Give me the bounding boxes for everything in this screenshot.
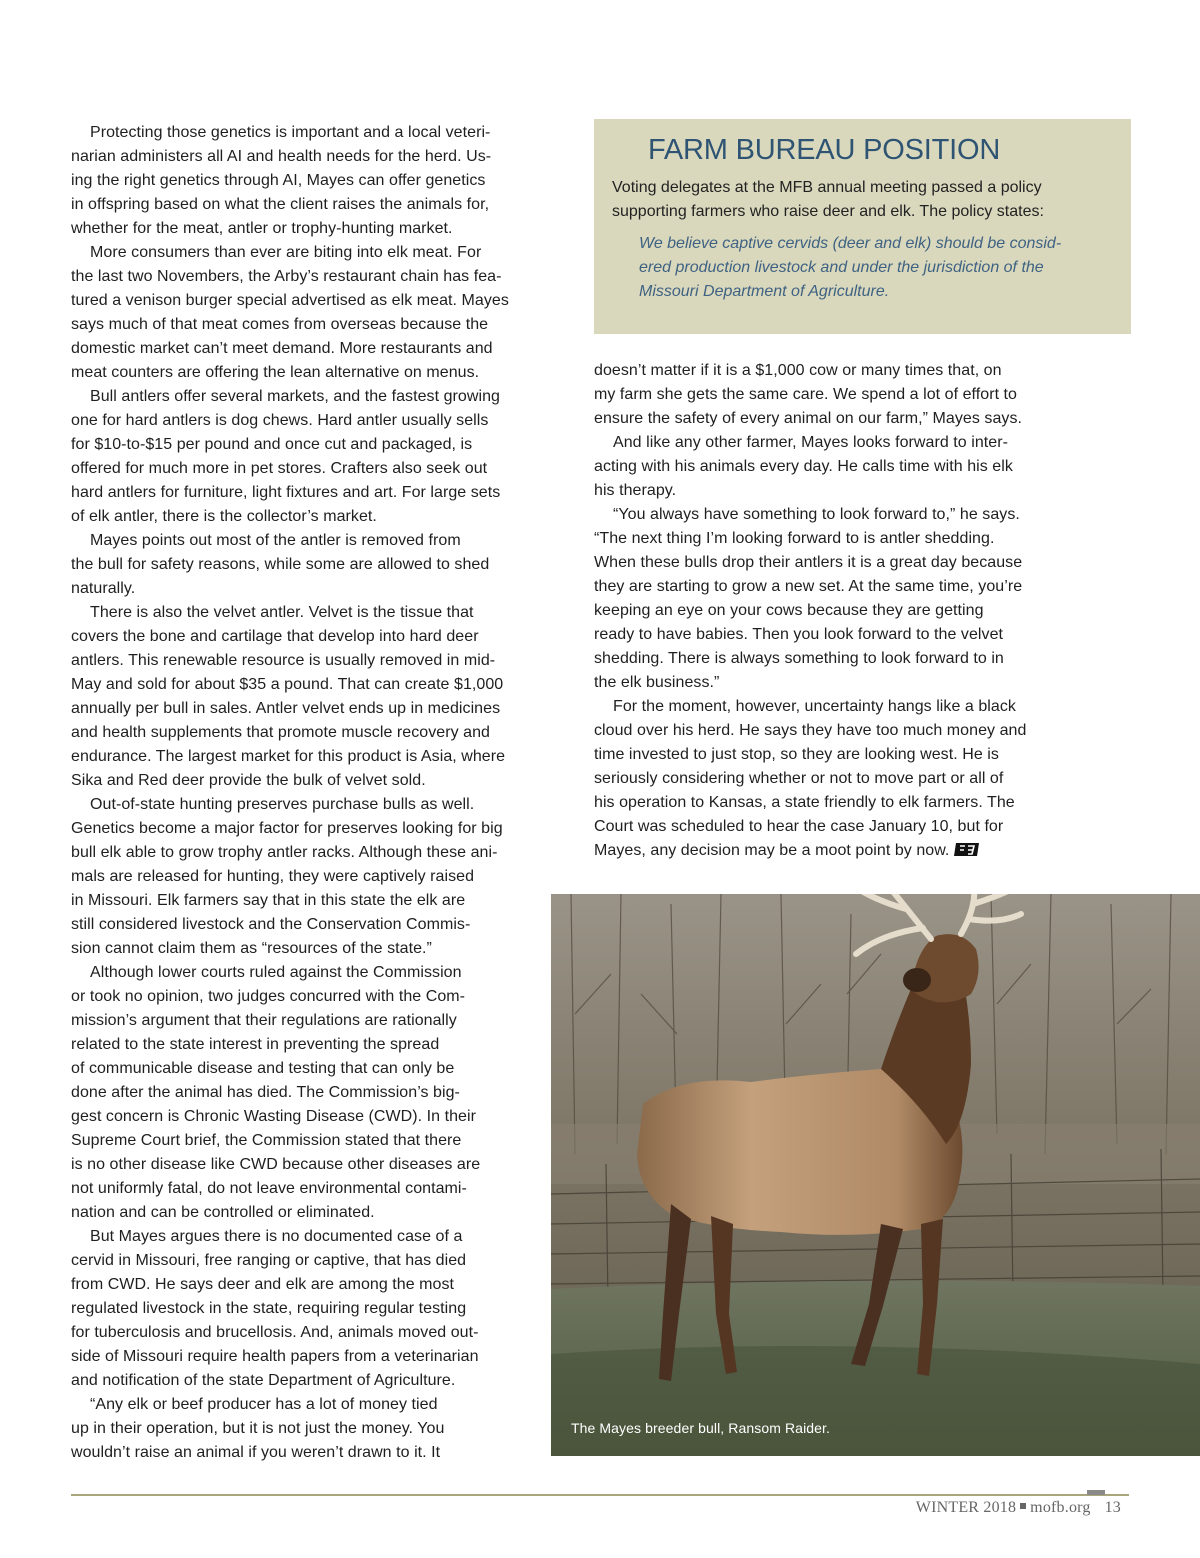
policy-quote: We believe captive cervids (deer and elk) should be consid- ered production livestock and under the jurisdiction of the Missouri Department of Agriculture. — [639, 235, 1062, 300]
farm-bureau-logo-icon — [953, 842, 980, 857]
page-footer — [916, 1499, 1121, 1517]
paragraph: More consumers than ever are biting into elk meat. For the last two Novembers, the Arby’s restaurant chain has fea- tured a venison burger special advertised as elk meat. Mayes says much of that meat comes from overseas because the domestic market can’t meet demand. More restaurants and meat counters are offering the lean alternative on menus. — [71, 244, 509, 381]
paragraph: doesn’t matter if it is a $1,000 cow or many times that, on my farm she gets the same care. We spend a lot of effort to ensure the safety of every animal on our farm,” Mayes says. — [594, 362, 1023, 427]
footer-rule-marker — [1087, 1490, 1105, 1495]
paragraph: Bull antlers offer several markets, and the fastest growing one for hard antlers is dog chews. Hard antler usually sells for $10-to-$15 per pound and once cut and packaged, is offered for much more in pet stores. Crafters also seek out hard antlers for furniture, light fixtures and art. For large sets of elk antler, there is the collector’s market. — [71, 388, 501, 525]
paragraph: Although lower courts ruled against the Commission or took no opinion, two judges concurred with the Com- mission’s argument that their regulations are rationally related to the state interest in preventing the spread of communicable disease and testing that can only be done after the animal has died. The Commission’s big- gest concern is Chronic Wasting Disease (CWD). In their Supreme Court brief, the Commission stated that there is no other disease like CWD because other diseases are not uniformly fatal, do not leave environmental contami- nation and can be controlled or eliminated. — [71, 964, 481, 1221]
paragraph: “You always have something to look forward to,” he says. “The next thing I’m looking forward to is antler shedding. When these bulls drop their antlers it is a great day because they are starting to grow a new set. At the same time, you’re keeping an eye on your cows because they are getting ready to have babies. Then you look forward to the velvet shedding. There is always something to look forward to in the elk business.” — [594, 506, 1023, 691]
sidebar-title: FARM BUREAU POSITION — [648, 134, 1001, 166]
square-bullet-icon — [1020, 1503, 1026, 1509]
paragraph: “Any elk or beef producer has a lot of money tied up in their operation, but it is not just the money. You wouldn’t raise an animal if you weren’t drawn to it. It — [71, 1396, 445, 1461]
photo-caption: The Mayes breeder bull, Ransom Raider. — [571, 1420, 831, 1436]
paragraph: There is also the velvet antler. Velvet is the tissue that covers the bone and cartilage that develop into hard deer antlers. This renewable resource is usually removed in mid- May and sold for about $35 a pound. That can create $1,000 annually per bull in sales. Antler velvet ends up in medicines and health supplements that promote muscle recovery and endurance. The largest market for this product is Asia, where Sika and Red deer provide the bulk of velvet sold. — [71, 604, 506, 789]
paragraph: Protecting those genetics is important and a local veteri- narian administers all AI and health needs for the herd. Us- ing the right genetics through AI, Mayes can offer genetics in offspring based on what the client raises the animals for, whether for the meat, antler or trophy-hunting market. — [71, 124, 492, 237]
paragraph: Mayes points out most of the antler is removed from the bull for safety reasons, while some are allowed to shed naturally. — [71, 532, 490, 597]
footer-rule — [71, 1494, 1129, 1496]
paragraph: But Mayes argues there is no documented case of a cervid in Missouri, free ranging or captive, that has died from CWD. He says deer and elk are among the most regulated livestock in the state, requiring regular testing for tuberculosis and brucellosis. And, animals moved out- side of Missouri require health papers from a veterinarian and notification of the state Department of Agriculture. — [71, 1228, 479, 1389]
paragraph: And like any other farmer, Mayes looks forward to inter- acting with his animals every day. He calls time with his elk his therapy. — [594, 434, 1013, 499]
paragraph — [594, 695, 1090, 863]
elk-photo-illustration — [551, 894, 1200, 1456]
article-column-left — [71, 121, 568, 1465]
paragraph: Out-of-state hunting preserves purchase bulls as well. Genetics become a major factor for preserves looking for big bull elk able to grow trophy antler racks. Although these ani- mals are released for hunting, they were captively raised in Missouri. Elk farmers say that in this state the elk are still considered livestock and the Conservation Commis- sion cannot claim them as “resources of the state.” — [71, 796, 503, 957]
sidebar-intro: Voting delegates at the MFB annual meeting passed a policy supporting farmers who raise deer and elk. The policy states: — [612, 179, 1044, 220]
page-number: 13 — [1104, 1499, 1121, 1516]
farm-bureau-position-box — [594, 119, 1131, 334]
footer-issue: WINTER 2018 — [915, 1499, 1017, 1516]
footer-site: mofb.org — [1030, 1499, 1091, 1516]
paragraph-text: For the moment, however, uncertainty hangs like a black cloud over his herd. He says they have too much money and time invested to just stop, so they are looking west. He is seriously considering whether or not to move part or all of his operation to Kansas, a state friendly to elk farmers. The Court was scheduled to hear the case January 10, but for Mayes, any decision may be a moot point by now. — [594, 698, 1027, 859]
article-column-right — [594, 359, 1090, 863]
elk-photo — [551, 894, 1200, 1456]
